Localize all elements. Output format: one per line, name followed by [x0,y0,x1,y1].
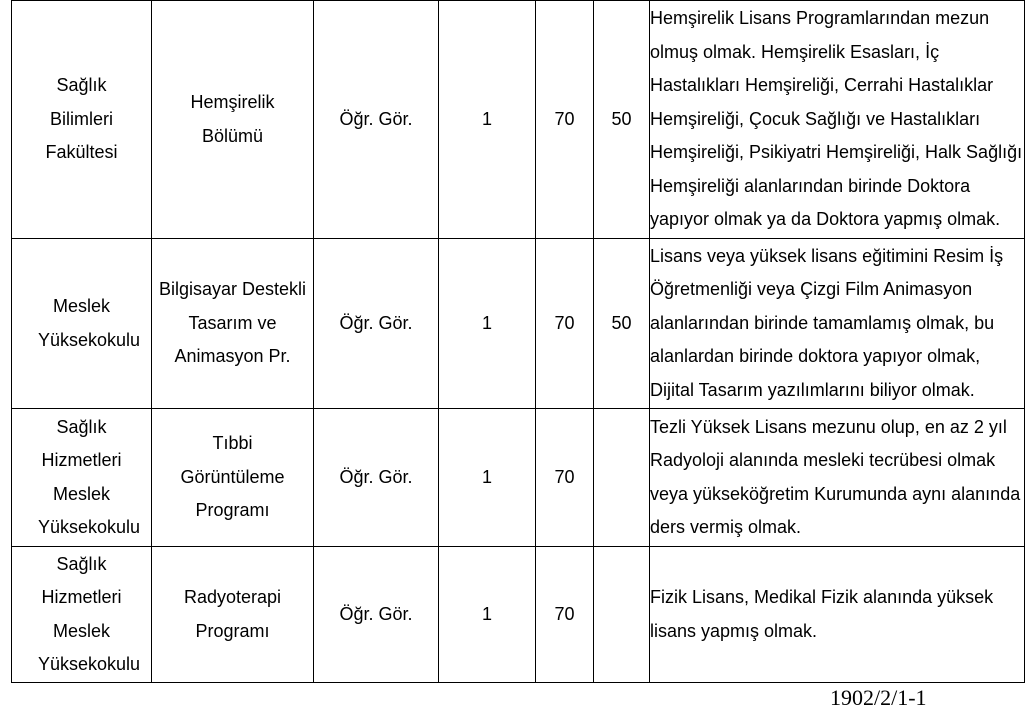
document-code: 1902/2/1-1 [830,685,927,710]
requirement-cell: Lisans veya yüksek lisans eğitimini Resim İş Öğretmenliği veya Çizgi Film Animasyon alanlarından birinde tamamlamış olmak, bu alanlardan birinde doktora yapıyor olmak, Dijital Tasarım yazılımlarını biliyor olmak. [650,239,1025,409]
table-row [12,1,1025,239]
unit-cell: Sağlık Hizmetleri Meslek Yüksekokulu [12,547,152,683]
title-cell: Öğr. Gör. [314,1,439,239]
unit-cell: Sağlık Hizmetleri Meslek Yüksekokulu [12,409,152,547]
score-b-cell [594,409,650,547]
unit-cell: Sağlık Bilimleri Fakültesi [12,1,152,239]
title-cell: Öğr. Gör. [314,239,439,409]
score-a-cell: 70 [536,409,594,547]
department-cell: Hemşirelik Bölümü [152,1,314,239]
count-cell: 1 [439,547,536,683]
unit-cell: Meslek Yüksekokulu [12,239,152,409]
requirement-cell: Tezli Yüksek Lisans mezunu olup, en az 2 yıl Radyoloji alanında mesleki tecrübesi olmak veya yükseköğretim Kurumunda aynı alanında ders vermiş olmak. [650,409,1025,547]
title-cell: Öğr. Gör. [314,409,439,547]
table-row [12,547,1025,683]
score-b-cell [594,547,650,683]
title-cell: Öğr. Gör. [314,547,439,683]
score-a-cell: 70 [536,239,594,409]
count-cell: 1 [439,239,536,409]
table-row [12,409,1025,547]
count-cell: 1 [439,1,536,239]
positions-table [11,0,1025,683]
score-a-cell: 70 [536,547,594,683]
score-a-cell: 70 [536,1,594,239]
table-row [12,239,1025,409]
score-b-cell: 50 [594,239,650,409]
department-cell: Bilgisayar Destekli Tasarım ve Animasyon Pr. [152,239,314,409]
requirement-cell: Hemşirelik Lisans Programlarından mezun olmuş olmak. Hemşirelik Esasları, İç Hastalıkları Hemşireliği, Cerrahi Hastalıklar Hemşireliği, Çocuk Sağlığı ve Hastalıkları Hemşireliği, Psikiyatri Hemşireliği, Halk Sağlığı Hemşireliği alanlarından birinde Doktora yapıyor olmak ya da Doktora yapmış olmak. [650,1,1025,239]
department-cell: Radyoterapi Programı [152,547,314,683]
requirement-cell: Fizik Lisans, Medikal Fizik alanında yüksek lisans yapmış olmak. [650,547,1025,683]
score-b-cell: 50 [594,1,650,239]
department-cell: Tıbbi Görüntüleme Programı [152,409,314,547]
count-cell: 1 [439,409,536,547]
